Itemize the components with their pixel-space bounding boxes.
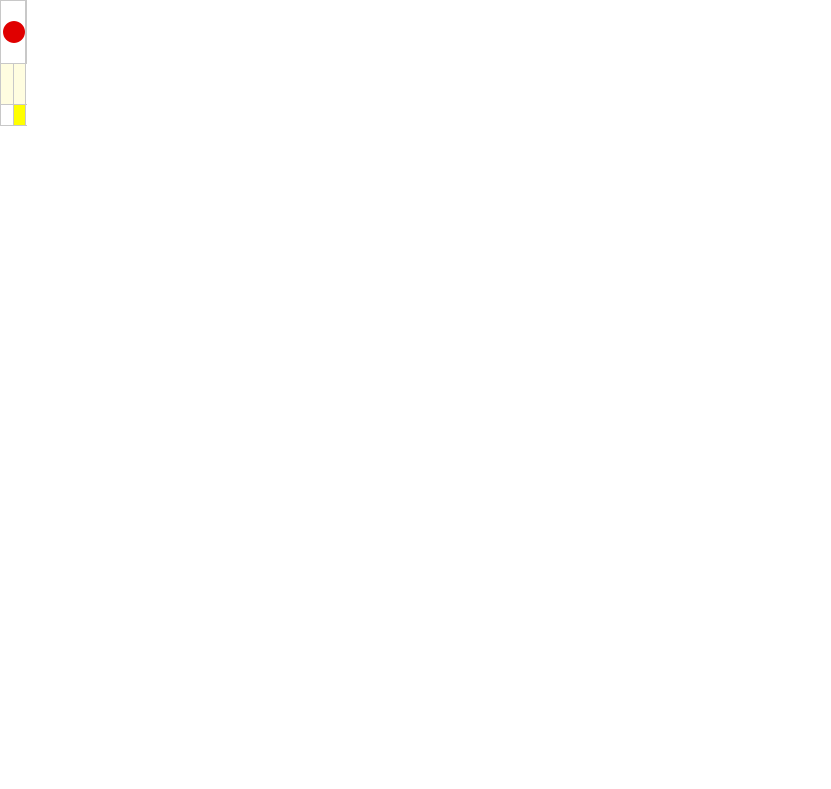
score-table: [0, 0, 27, 126]
top-label: [13, 105, 26, 126]
logo-badge: [3, 21, 25, 43]
page-title: [26, 1, 27, 64]
top-arrow: [1, 105, 14, 126]
header-name: [13, 64, 26, 105]
peta-logo: [1, 1, 25, 63]
logo-cell: [1, 1, 26, 64]
header-stt: [1, 64, 14, 105]
